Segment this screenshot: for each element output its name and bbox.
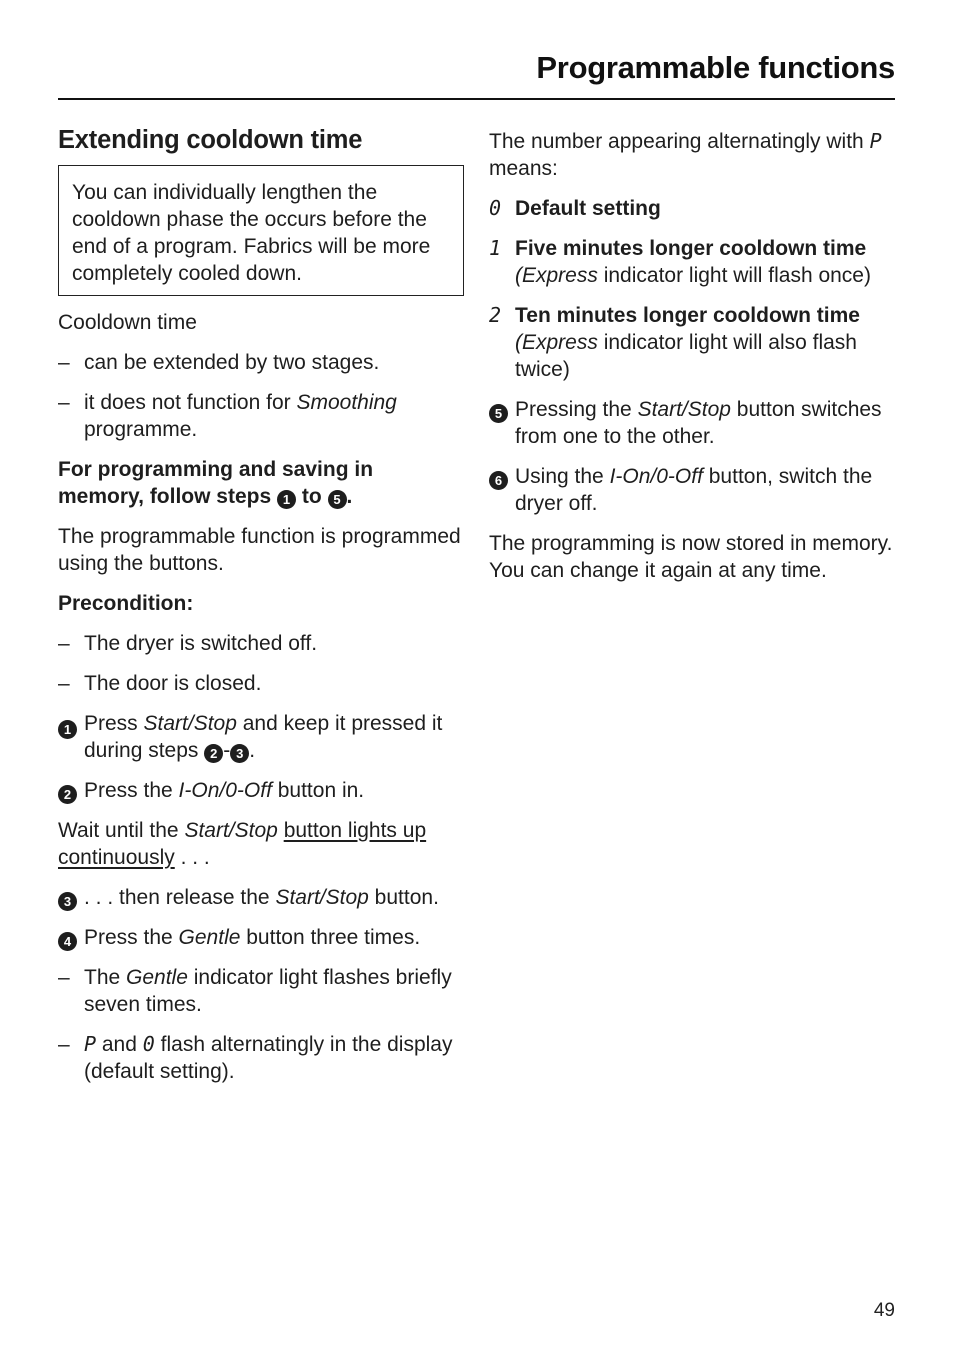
result-display-flash — [58, 1031, 464, 1085]
number-meaning-intro — [489, 128, 899, 182]
step-text: button three times. — [240, 926, 421, 949]
dash-mark: – — [58, 632, 70, 655]
express-label: Express — [522, 331, 598, 354]
intro-box — [58, 165, 464, 296]
page-header-title: Programmable functions — [536, 50, 895, 85]
step-6 — [489, 463, 899, 517]
programming-text: The programmable function is programmed using the buttons. — [58, 525, 461, 575]
intro-text: means: — [489, 157, 558, 180]
closing-text: The programming is now stored in memory. You can change it again at any time. — [489, 532, 893, 582]
step-text: button in. — [271, 779, 365, 802]
dash-mark: – — [58, 391, 70, 414]
step-3 — [58, 884, 464, 911]
paren-open: ( — [515, 264, 522, 287]
wait-ellipsis: . . . — [174, 846, 210, 869]
lights-up-underlined: button lights up — [283, 819, 427, 842]
display-symbol-p: P — [869, 129, 882, 153]
option-description: indicator light will flash once) — [597, 264, 871, 287]
result-text: indicator light flashes briefly seven times. — [84, 966, 452, 1016]
step-number: 6 — [489, 471, 508, 490]
option-title: Five minutes longer cooldown time — [515, 237, 867, 260]
start-stop-label: Start/Stop — [184, 819, 278, 842]
result-text: flash alternatingly in the display (default setting). — [84, 1033, 453, 1083]
step-text: Press — [84, 712, 144, 735]
precondition-text: The dryer is switched off. — [84, 632, 318, 655]
step-text: Pressing the — [515, 398, 638, 421]
step-text: button. — [368, 886, 439, 909]
display-symbol-1: 1 — [489, 236, 502, 260]
precondition-heading: Precondition: — [58, 592, 194, 615]
display-symbol-0: 0 — [142, 1032, 155, 1056]
precondition-text: The door is closed. — [84, 672, 262, 695]
precondition-item — [58, 630, 464, 657]
option-default — [489, 195, 899, 222]
dash-mark: – — [58, 351, 70, 374]
section-title: Extending cooldown time — [58, 126, 363, 154]
start-stop-label: Start/Stop — [143, 712, 237, 735]
result-gentle-flash — [58, 964, 464, 1018]
on-off-label: I-On/0-Off — [609, 465, 703, 488]
step-2 — [58, 777, 464, 804]
step-number: 2 — [58, 785, 77, 804]
bullet-text-pre: it does not function for — [84, 391, 297, 414]
step-number: 1 — [58, 720, 77, 739]
cooldown-label: Cooldown time — [58, 311, 197, 334]
option-title: Ten minutes longer cooldown time — [515, 304, 860, 327]
left-column — [58, 120, 464, 1098]
step-text-end: . — [249, 739, 256, 762]
gentle-label: Gentle — [126, 966, 188, 989]
step-text: . . . then release the — [84, 886, 276, 909]
option-title: Default setting — [515, 197, 661, 220]
dash-mark: – — [58, 672, 70, 695]
header-divider — [58, 98, 895, 100]
step-text: Press the — [84, 779, 179, 802]
dash-mark: – — [58, 966, 70, 989]
step-text: button switches from one to the other. — [515, 398, 882, 448]
option-five-minutes — [489, 235, 899, 289]
step-text: Using the — [515, 465, 610, 488]
step-1 — [58, 710, 464, 764]
wait-instruction — [58, 817, 464, 871]
step-2-marker: 2 — [204, 744, 223, 763]
bullet-text-post: programme. — [84, 418, 198, 441]
programming-heading — [58, 456, 464, 510]
result-text: The — [84, 966, 127, 989]
option-ten-minutes — [489, 302, 899, 383]
programming-heading-to: to — [296, 485, 328, 508]
step-number: 5 — [489, 404, 508, 423]
programming-heading-text: For programming and saving in memory, follow steps — [58, 458, 374, 508]
express-label: Express — [522, 264, 598, 287]
display-symbol-0: 0 — [489, 196, 502, 220]
wait-text: Wait until the — [58, 819, 185, 842]
intro-text: You can individually lengthen the cooldown phase the occurs before the end of a program. Fabrics will be more completely cooled down. — [72, 181, 431, 285]
gentle-label: Gentle — [178, 926, 241, 949]
intro-text: The number appearing alternatingly with — [489, 130, 870, 153]
programming-heading-end: . — [346, 485, 353, 508]
start-stop-label: Start/Stop — [275, 886, 369, 909]
page-number: 49 — [873, 1300, 895, 1321]
step-text: button, switch the dryer off. — [515, 465, 873, 515]
display-symbol-p: P — [84, 1032, 97, 1056]
step-text: Press the — [84, 926, 179, 949]
result-text: and — [96, 1033, 143, 1056]
right-column — [489, 128, 899, 597]
step-5-marker: 5 — [328, 490, 347, 509]
display-symbol-2: 2 — [489, 303, 502, 327]
continuously-underlined: continuously — [58, 846, 175, 869]
bullet-extendable — [58, 349, 464, 376]
step-3-marker: 3 — [230, 744, 249, 763]
step-text: and keep it pressed it during steps — [84, 712, 443, 762]
step-number: 4 — [58, 932, 77, 951]
paren-open: ( — [515, 331, 522, 354]
start-stop-label: Start/Stop — [637, 398, 731, 421]
step-5 — [489, 396, 899, 450]
precondition-item — [58, 670, 464, 697]
range-dash: - — [223, 739, 231, 762]
step-number: 3 — [58, 892, 77, 911]
step-1-marker: 1 — [277, 490, 296, 509]
bullet-smoothing — [58, 389, 464, 443]
smoothing-label: Smoothing — [296, 391, 397, 414]
bullet-text: can be extended by two stages. — [84, 351, 380, 374]
on-off-label: I-On/0-Off — [178, 779, 272, 802]
step-4 — [58, 924, 464, 951]
option-description: indicator light will also flash twice) — [515, 331, 857, 381]
dash-mark: – — [58, 1033, 70, 1056]
